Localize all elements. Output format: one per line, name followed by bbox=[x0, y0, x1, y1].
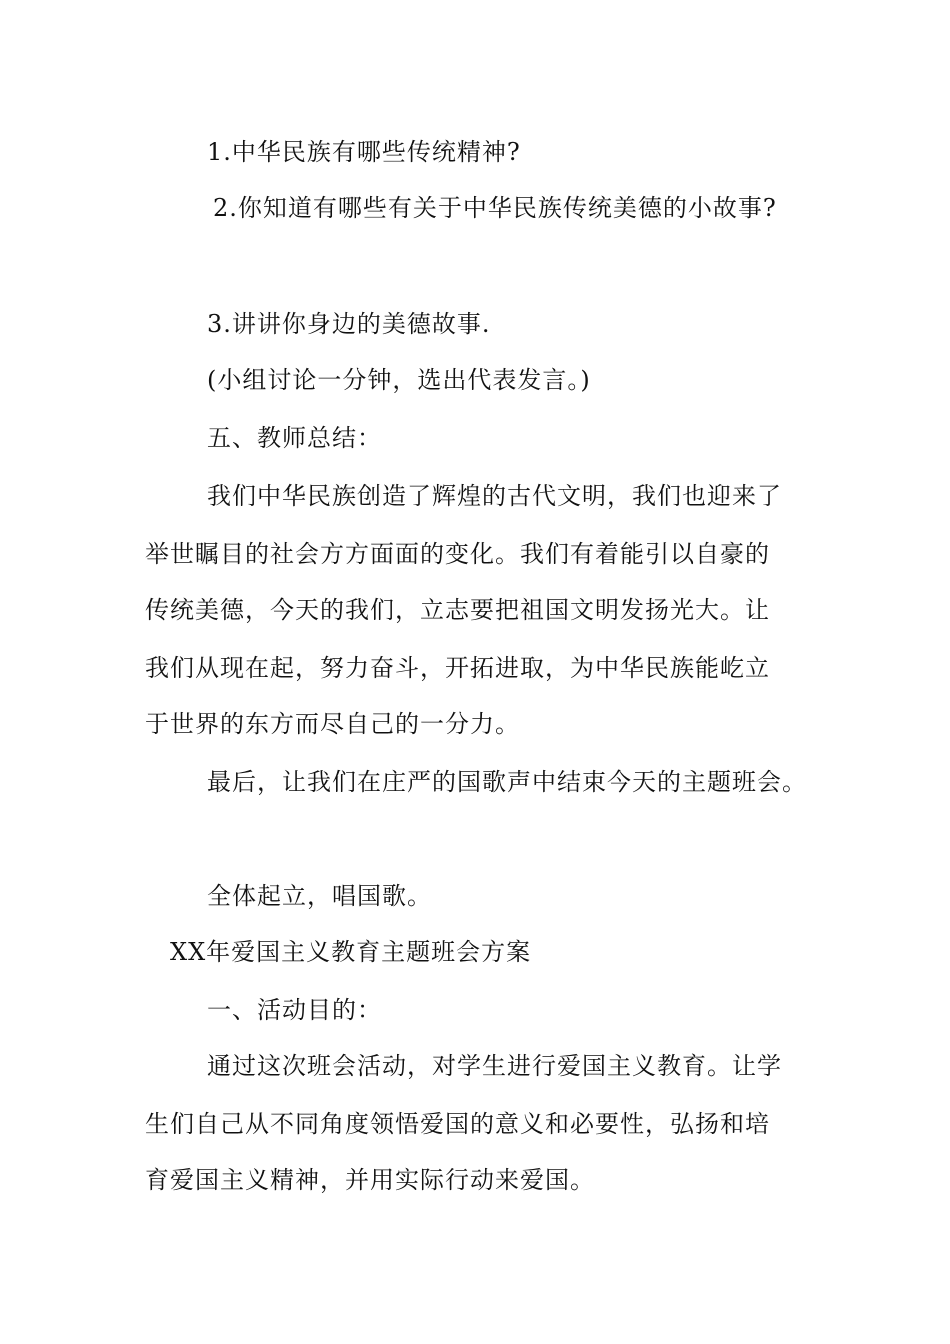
paragraph-line: 生们自己从不同角度领悟爱国的意义和必要性，弘扬和培 bbox=[145, 1110, 770, 1138]
anthem-line: 全体起立，唱国歌。 bbox=[207, 882, 432, 910]
section-heading-activity-purpose: 一、活动目的： bbox=[207, 996, 382, 1024]
closing-line: 最后，让我们在庄严的国歌声中结束今天的主题班会。 bbox=[207, 768, 807, 796]
paragraph-line: 传统美德，今天的我们，立志要把祖国文明发扬光大。让 bbox=[145, 596, 770, 624]
question-1: 1.中华民族有哪些传统精神? bbox=[207, 138, 521, 166]
paragraph-line: 我们中华民族创造了辉煌的古代文明，我们也迎来了 bbox=[207, 482, 782, 510]
question-2: 2.你知道有哪些有关于中华民族传统美德的小故事? bbox=[213, 194, 777, 222]
paragraph-line: 于世界的东方而尽自己的一分力。 bbox=[145, 710, 520, 738]
paragraph-line: 我们从现在起，努力奋斗，开拓进取，为中华民族能屹立 bbox=[145, 654, 770, 682]
discussion-note: (小组讨论一分钟，选出代表发言。) bbox=[207, 366, 591, 394]
plan-title: XX年爱国主义教育主题班会方案 bbox=[170, 938, 532, 966]
paragraph-line: 举世瞩目的社会方方面面的变化。我们有着能引以自豪的 bbox=[145, 540, 770, 568]
section-heading-teacher-summary: 五、教师总结： bbox=[207, 424, 382, 452]
paragraph-line: 育爱国主义精神，并用实际行动来爱国。 bbox=[145, 1166, 595, 1194]
paragraph-line: 通过这次班会活动，对学生进行爱国主义教育。让学 bbox=[207, 1052, 782, 1080]
question-3: 3.讲讲你身边的美德故事. bbox=[207, 310, 491, 338]
